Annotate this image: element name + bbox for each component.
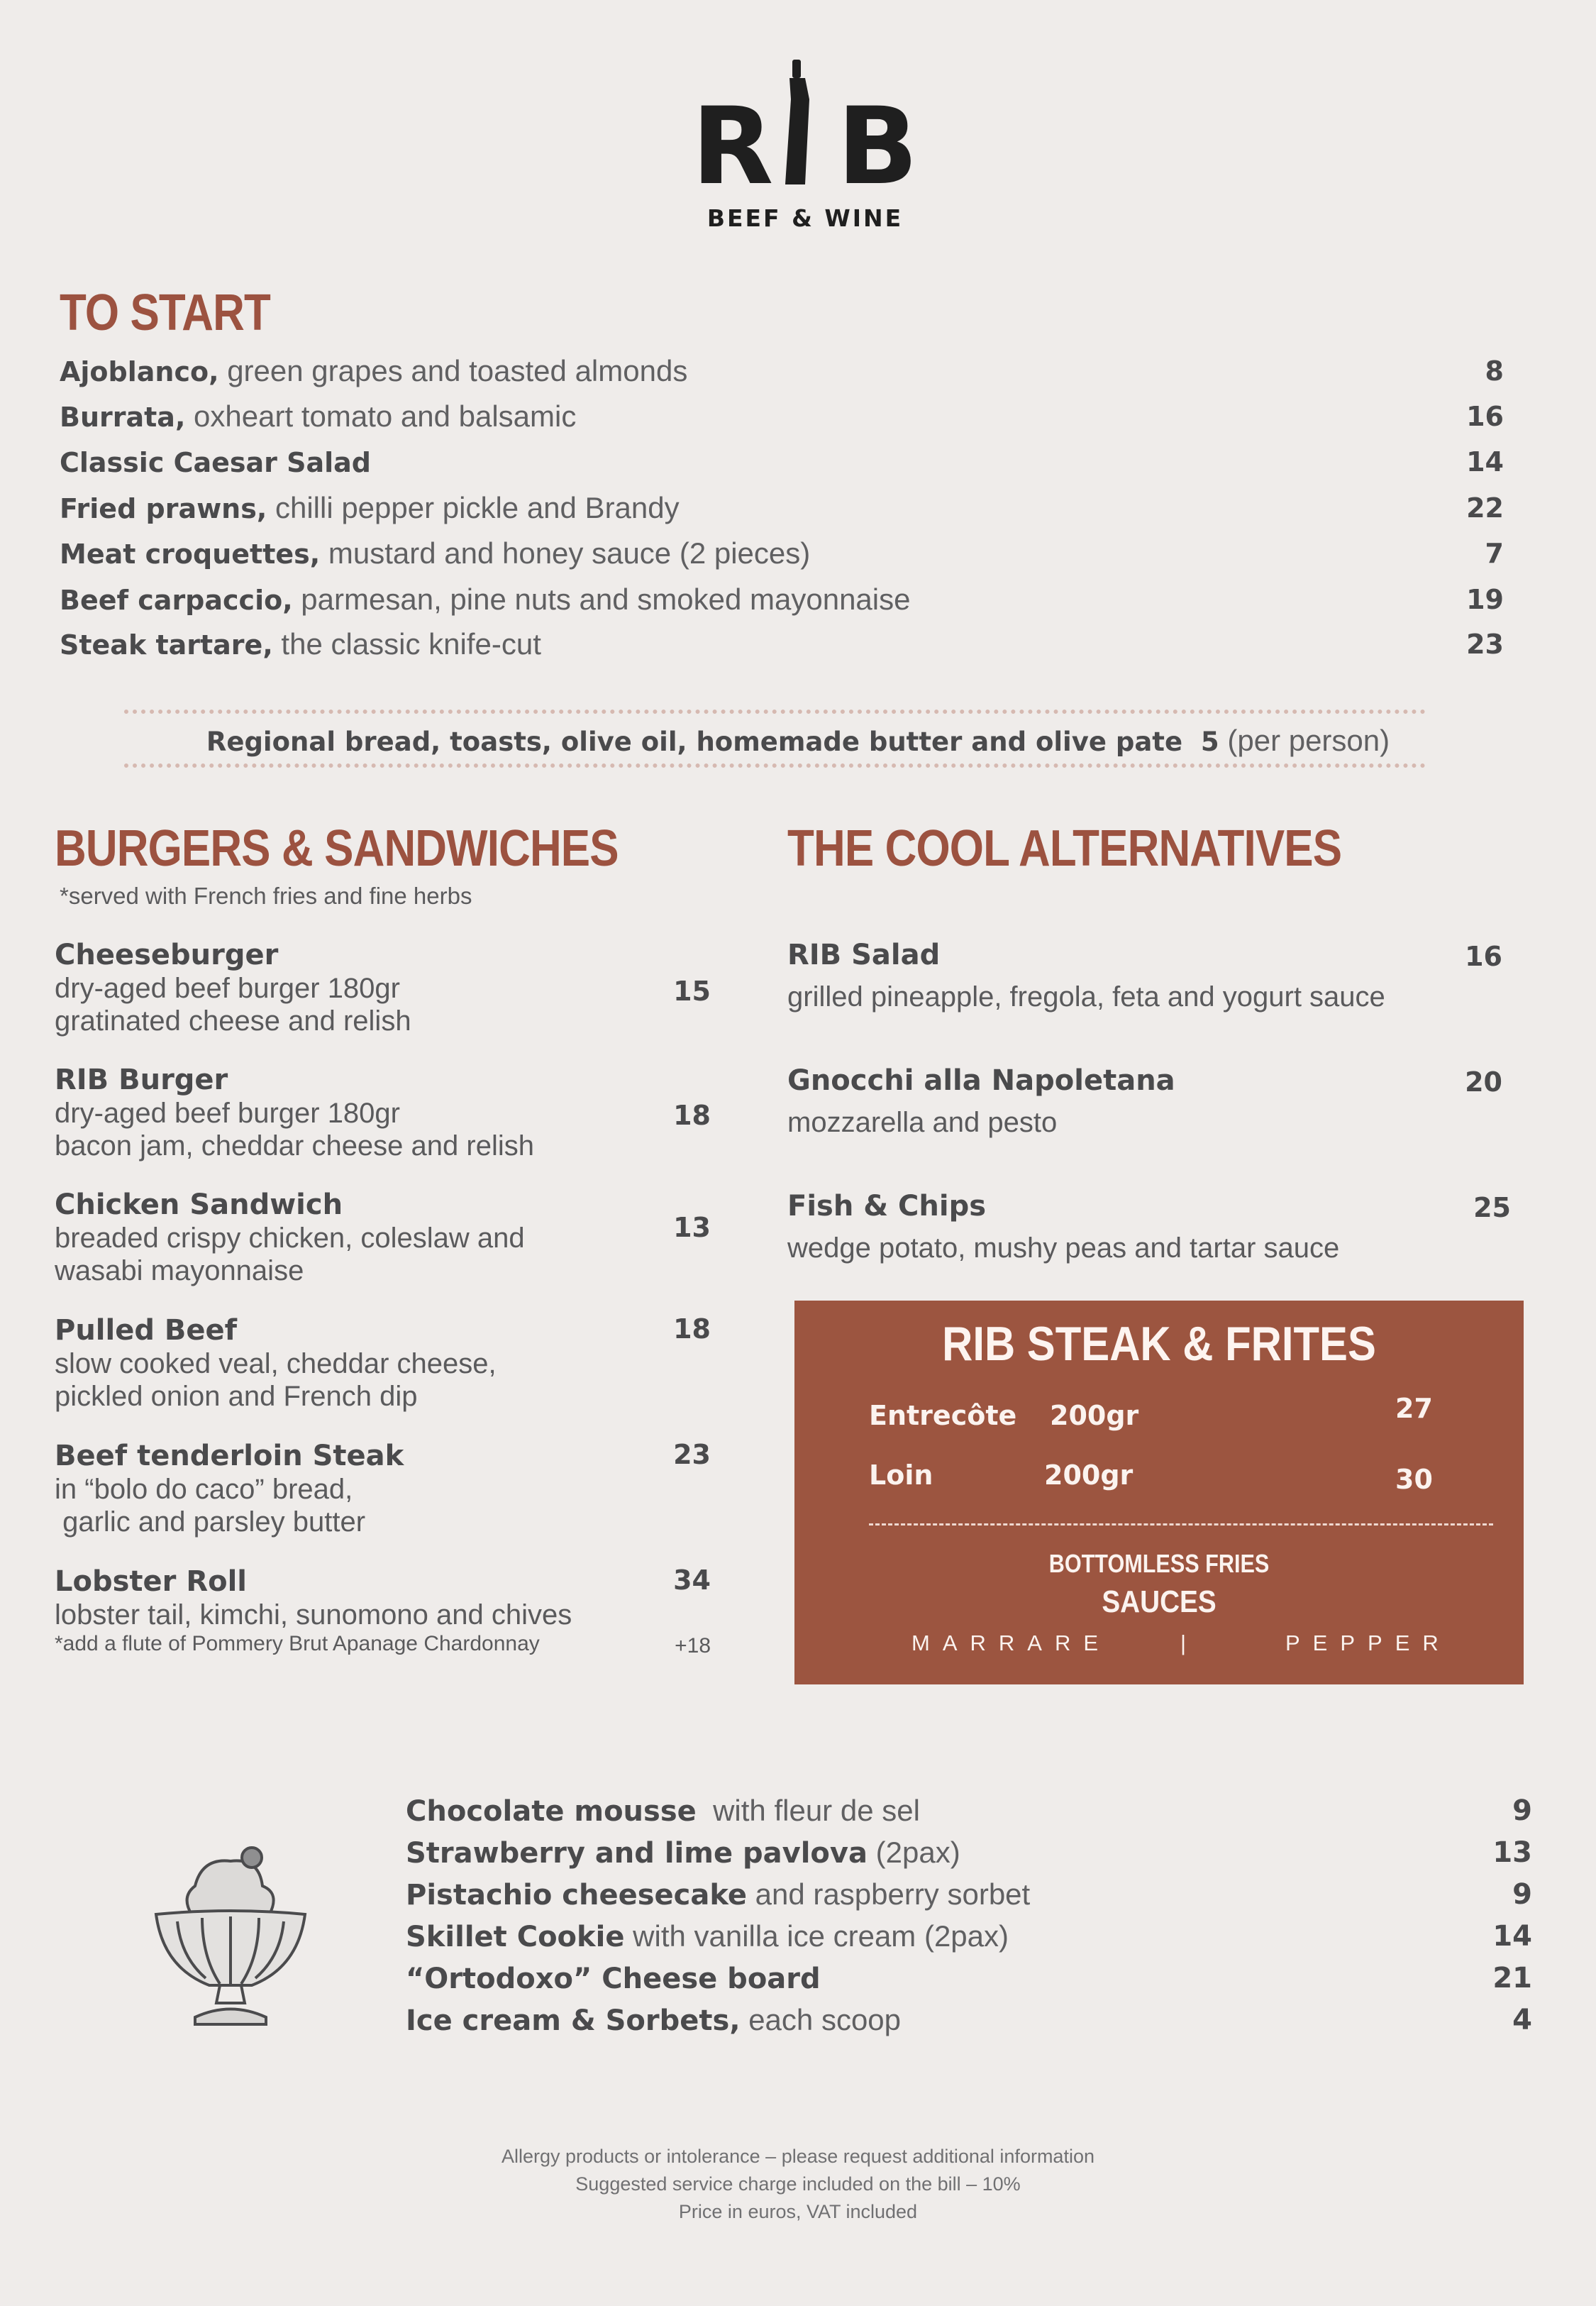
dessert-price: 14 [1492, 1920, 1532, 1953]
dessert-row [406, 1999, 1532, 2041]
alternative-name: RIB Salad [787, 939, 941, 971]
cut-loin-price: 30 [1395, 1464, 1433, 1495]
dish-name: Burrata, [60, 402, 186, 433]
to-start-row [60, 578, 1504, 621]
burger-name: RIB Burger [55, 1064, 228, 1096]
wine-pairing-price: +18 [675, 1634, 711, 1657]
section-title-burgers: BURGERS & SANDWICHES [55, 820, 619, 877]
burger-description-line1: slow cooked veal, cheddar cheese, [55, 1348, 497, 1379]
burger-price: 34 [673, 1565, 711, 1596]
burger-item [55, 1439, 711, 1552]
dish-price: 8 [1485, 355, 1504, 387]
alternative-name: Fish & Chips [787, 1190, 987, 1223]
burger-description-line2: wasabi mayonnaise [55, 1255, 304, 1286]
dessert-name: Ice cream & Sorbets, [406, 2004, 741, 2037]
burger-description-line1: in “bolo do caco” bread, [55, 1474, 353, 1505]
dish-name: Beef carpaccio, [60, 585, 293, 616]
footer-allergy: Allergy products or intolerance – please request additional information [501, 2146, 1095, 2167]
dessert-price: 9 [1512, 1878, 1532, 1911]
dessert-name: Chocolate mousse [406, 1795, 697, 1828]
sauce-marrare: MARRARE [911, 1631, 1112, 1655]
burger-description-line1: breaded crispy chicken, coleslaw and [55, 1223, 525, 1254]
footer-service: Suggested service charge included on the bill – 10% [575, 2173, 1021, 2195]
dish-description: mustard and honey sauce (2 pieces) [320, 536, 811, 570]
burger-price: 18 [673, 1313, 711, 1345]
dessert-name: Pistachio cheesecake [406, 1879, 747, 1911]
section-title-alternatives: THE COOL ALTERNATIVES [787, 820, 1342, 877]
to-start-row [60, 350, 1504, 392]
dessert-name: “Ortodoxo” Cheese board [406, 1963, 821, 1995]
burger-price: 15 [673, 976, 711, 1007]
dish-price: 16 [1466, 401, 1504, 432]
burger-item [55, 938, 711, 1052]
dish-description: oxheart tomato and balsamic [185, 399, 577, 433]
burger-name: Lobster Roll [55, 1565, 248, 1598]
to-start-row [60, 487, 1504, 529]
dessert-row [406, 1874, 1532, 1915]
to-start-row [60, 395, 1504, 438]
sauce-separator: | [1180, 1631, 1187, 1655]
burger-price: 23 [673, 1439, 711, 1470]
bread-note: (per person) [1227, 724, 1390, 757]
divider-top [124, 710, 1426, 714]
dish-price: 19 [1466, 584, 1504, 615]
burger-description-line2: garlic and parsley butter [55, 1506, 366, 1538]
burger-description-line2: pickled onion and French dip [55, 1381, 418, 1412]
burger-description-line2: bacon jam, cheddar cheese and relish [55, 1130, 534, 1162]
alternative-item [787, 937, 1502, 1022]
dessert-description: each scoop [740, 2003, 902, 2036]
ice-cream-illustration [145, 1843, 316, 2035]
sauces-title: SAUCES [1102, 1584, 1217, 1619]
cut-entrecote-name: Entrecôte [869, 1400, 1017, 1431]
burger-name: Chicken Sandwich [55, 1188, 343, 1221]
dessert-price: 4 [1512, 2004, 1532, 2036]
to-start-row [60, 441, 1504, 483]
to-start-row [60, 532, 1504, 575]
steak-frites-title: RIB STEAK & FRITES [942, 1317, 1376, 1371]
wine-pairing-note: *add a flute of Pommery Brut Apanage Chardonnay [55, 1632, 540, 1655]
dessert-description: and raspberry sorbet [747, 1877, 1031, 1911]
dessert-row [406, 1958, 1532, 1999]
burger-description-line1: lobster tail, kimchi, sunomono and chives [55, 1599, 572, 1631]
alternative-description: mozzarella and pesto [787, 1107, 1058, 1138]
dish-name: Fried prawns, [60, 493, 267, 524]
dish-description: the classic knife-cut [272, 627, 541, 661]
cut-entrecote-price: 27 [1395, 1393, 1433, 1424]
dish-name: Classic Caesar Salad [60, 447, 371, 478]
dessert-row [406, 1790, 1532, 1831]
alternative-price: 25 [1473, 1192, 1511, 1223]
alternative-name: Gnocchi alla Napoletana [787, 1064, 1175, 1097]
bread-price: 5 [1200, 727, 1219, 757]
dessert-row [406, 1832, 1532, 1873]
dish-name: Meat croquettes, [60, 539, 321, 570]
cut-loin-weight: 200gr [1044, 1460, 1134, 1491]
dish-price: 23 [1466, 629, 1504, 660]
alternative-price: 16 [1465, 941, 1502, 972]
dessert-price: 9 [1512, 1794, 1532, 1827]
to-start-row [60, 623, 1504, 666]
burger-name: Beef tenderloin Steak [55, 1440, 404, 1472]
dish-description: green grapes and toasted almonds [218, 354, 688, 387]
logo-tagline: BEEF & WINE [706, 204, 904, 232]
burger-item [55, 1063, 711, 1176]
burger-description-line1: dry-aged beef burger 180gr [55, 1098, 400, 1129]
dessert-name: Skillet Cookie [406, 1921, 625, 1953]
burger-item [55, 1313, 711, 1427]
dish-description: parmesan, pine nuts and smoked mayonnaise [292, 583, 911, 616]
cut-entrecote-weight: 200gr [1050, 1400, 1139, 1431]
alternative-item [787, 1188, 1511, 1273]
bread-text: Regional bread, toasts, olive oil, homemade butter and olive pate [206, 727, 1183, 757]
dessert-name: Strawberry and lime pavlova [406, 1837, 868, 1870]
burger-price: 13 [673, 1212, 711, 1243]
alternative-description: grilled pineapple, fregola, feta and yogurt sauce [787, 981, 1385, 1013]
dish-name: Steak tartare, [60, 629, 273, 661]
logo: R B BEEF & WINE [692, 57, 919, 241]
burger-item [55, 1188, 711, 1301]
cut-loin-name: Loin [869, 1460, 933, 1491]
alternative-description: wedge potato, mushy peas and tartar sauce [787, 1232, 1340, 1264]
dessert-price: 13 [1492, 1836, 1532, 1869]
burger-description-line1: dry-aged beef burger 180gr [55, 973, 400, 1004]
dish-description: chilli pepper pickle and Brandy [267, 491, 680, 524]
dessert-description: (2pax) [867, 1836, 960, 1869]
dish-price: 7 [1485, 538, 1504, 569]
steak-divider [869, 1523, 1493, 1526]
dish-name: Ajoblanco, [60, 356, 219, 387]
dessert-description: with vanilla ice cream (2pax) [624, 1919, 1009, 1953]
dessert-price: 21 [1492, 1962, 1532, 1995]
alternative-price: 20 [1465, 1066, 1502, 1098]
ice-cream-sundae-icon [145, 1843, 316, 2035]
bottomless-fries: BOTTOMLESS FRIES [1048, 1549, 1270, 1578]
burger-price: 18 [673, 1100, 711, 1131]
burger-item [55, 1565, 711, 1678]
dessert-row [406, 1916, 1532, 1957]
burger-name: Cheeseburger [55, 939, 279, 971]
burger-description-line2: gratinated cheese and relish [55, 1005, 411, 1037]
section-title-to-start: TO START [60, 285, 270, 341]
alternative-item [787, 1062, 1502, 1147]
burger-name: Pulled Beef [55, 1314, 238, 1347]
dessert-description: with fleur de sel [696, 1794, 920, 1827]
burgers-subtitle: *served with French fries and fine herbs [60, 883, 472, 909]
divider-bottom [124, 763, 1426, 768]
footer-vat: Price in euros, VAT included [678, 2201, 918, 2222]
bread-line [0, 724, 1596, 758]
dish-price: 22 [1466, 492, 1504, 524]
sauce-pepper: PEPPER [1285, 1631, 1451, 1655]
dish-price: 14 [1466, 446, 1504, 478]
steak-frites-box [794, 1301, 1524, 1684]
